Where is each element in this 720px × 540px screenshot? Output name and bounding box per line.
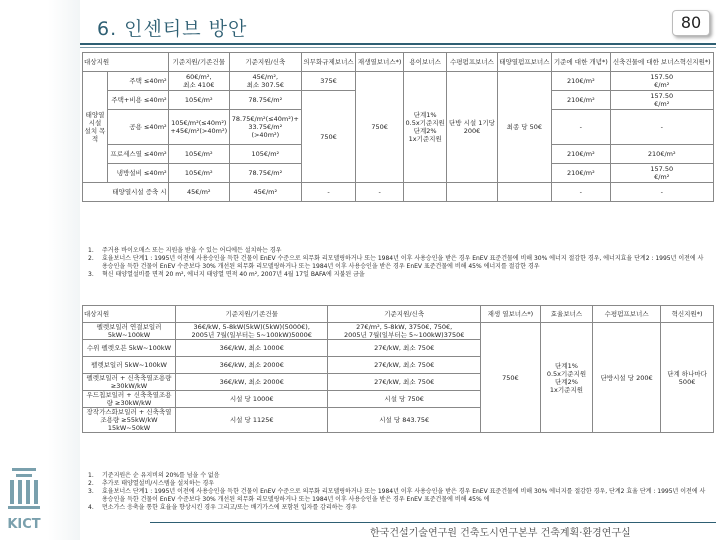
row-label: 프로세스열 ≤40m²	[108, 145, 169, 164]
table-cell: 시설 당 1125€	[176, 408, 328, 433]
row-label: 주택+비용 ≤40m²	[108, 91, 169, 110]
biomass-subsidy-table	[82, 305, 714, 433]
table-cell: 60€/m², 최소 410€	[168, 72, 229, 91]
header-cell: 기준에 대한 개념*)	[552, 53, 610, 72]
table-cell: -	[301, 183, 356, 202]
table-cell	[403, 183, 446, 202]
table-cell: 45€/m²	[229, 183, 301, 202]
group-label: 태양열 시설 설치 목적	[83, 72, 108, 183]
header-cell: 재생열보너스*)	[356, 53, 404, 72]
table-cell: 78.75€/m²(≤40m²)+ 33.75€/m² (>40m²)	[229, 110, 301, 145]
table-cell: -	[552, 110, 610, 145]
row-label: 태양열시설 증축 시	[83, 183, 169, 202]
header-rule	[80, 43, 716, 45]
table-cell: 단계1% 0.5x기준지원 단계2% 1x기준지원	[540, 323, 592, 433]
table-header-row	[83, 306, 714, 323]
row-label: 공용 ≤40m²	[108, 110, 169, 145]
table-cell: 157.50 €/m²	[610, 72, 714, 91]
header-cell: 기준지원/기존건물	[176, 306, 328, 323]
table-cell: 105€/m²	[168, 164, 229, 183]
note-item: 2. 효율보너스 단계1 : 1995년 이전에 사용승인을 득한 건물이 EnEV 수준으로 의무화 리모델링하거나 또는 1984년 이후 사용승인을 받은 경우 EnEV 표준건물에 비해 30% 에너지 절감한 경우, 에너지효율 단계2 : 1995년 이전에 사용승인을 득한 건물이 EnEV 수준보다 30% 개선된 의무화 리모델링하거나 또는 1984년 이후 사용승인을 받은 경우 EnEV 표준건물에 비해 45% 에너지를 절감한 경우	[88, 255, 704, 270]
table-cell: 157.50 €/m²	[610, 91, 714, 110]
table-cell: 105€/m²	[229, 145, 301, 164]
row-label: 수위 펠렛오븐 5kW~100kW	[83, 340, 176, 357]
header-cell: 수평펌프보너스	[447, 53, 497, 72]
table-cell: -	[552, 183, 610, 202]
table-cell: 단계1% 0.5x기준지원 단계2% 1x기준지원	[403, 72, 446, 183]
header-cell: 신축건물에 대한 보너스혁신지원*)	[610, 53, 714, 72]
header-cell: 기준지원/기존건물	[168, 53, 229, 72]
header-rule-thin	[80, 47, 716, 48]
table-cell: 27€/kW, 최소 750€	[328, 340, 480, 357]
kict-logo	[4, 462, 44, 534]
header-cell: 의무화규제보너스	[301, 53, 356, 72]
sidebar-decoration	[0, 0, 80, 540]
table-cell: 45€/m²	[168, 183, 229, 202]
table-row	[83, 72, 714, 91]
header-cell: 대상지원	[83, 306, 176, 323]
table-cell	[497, 183, 552, 202]
solar-subsidy-table	[82, 52, 714, 202]
table-cell: 27€/m², 5-8kW, 3750€, 750€, 2005년 7월(일부터는 5~100kW)3750€	[328, 323, 480, 340]
table-cell: 시설 당 843.75€	[328, 408, 480, 433]
table-cell: 105€/m²(≤40m²) +45€/m²(>40m²)	[168, 110, 229, 145]
table-cell: 단방 시설 1기당 200€	[447, 72, 497, 183]
table-cell	[447, 183, 497, 202]
footer-text: 한국건설기술연구원 건축도시연구본부 건축계획·환경연구실	[370, 528, 631, 539]
table-cell: 36€/kW, 최소 1000€	[176, 340, 328, 357]
table-cell: 105€/m²	[168, 145, 229, 164]
table-cell: 210€/m²	[552, 72, 610, 91]
table-cell: 27€/kW, 최소 750€	[328, 374, 480, 391]
table-cell: 750€	[356, 72, 404, 183]
table-cell: 210€/m²	[610, 145, 714, 164]
table-cell: 45€/m², 최소 307.5€	[229, 72, 301, 91]
table-cell: 단계 하나마다 500€	[661, 323, 714, 433]
row-label: 펠렛보일러 5kW~100kW	[83, 357, 176, 374]
table-cell: 78.75€/m²	[229, 164, 301, 183]
table-cell: 210€/m²	[552, 164, 610, 183]
header-cell: 효율보너스	[540, 306, 592, 323]
table-header-row	[83, 53, 714, 72]
logo-text: KICT	[7, 517, 41, 532]
header-cell: 재생 열보너스*)	[480, 306, 540, 323]
table-cell: 105€/m²	[168, 91, 229, 110]
table-cell: 시설 당 750€	[328, 391, 480, 408]
table-cell: 27€/kW, 최소 750€	[328, 357, 480, 374]
note-item: 3. 혁신 태양열설비를 면적 20 m², 에너지 태양열 면적 40 m², 2007년 4월 17일 BAFA에 지불된 금을	[88, 271, 365, 278]
table-cell: 단방시설 당 200€	[593, 323, 661, 433]
table-cell: 750€	[301, 91, 356, 183]
table-cell: 210€/m²	[552, 91, 610, 110]
header-cell: 기준지원/신축	[229, 53, 301, 72]
footer-rule	[150, 522, 716, 523]
table-cell: 36€/kW, 최소 2000€	[176, 374, 328, 391]
header-cell: 대상지원	[83, 53, 169, 72]
note-item: 2. 추가로 태양열설비/시스템을 설치하는 경우	[88, 480, 215, 487]
notes-list-1	[88, 247, 708, 279]
table-cell: 시설 당 1000€	[176, 391, 328, 408]
notes-list-2	[88, 472, 708, 512]
table-cell: -	[356, 183, 404, 202]
page-number: 80	[672, 10, 710, 36]
header-cell: 용이보너스	[403, 53, 446, 72]
page-title: 6. 인센티브 방안	[97, 18, 248, 40]
table-cell: 210€/m²	[552, 145, 610, 164]
row-label: 펠렛보일러 연결보일러 5kW~100kW	[83, 323, 176, 340]
note-item: 1. 주거용 바이오매스 또는 지원을 받을 수 있는 어디에든 설치하는 경우	[88, 247, 282, 254]
header-cell: 기준지원/신축	[328, 306, 480, 323]
table-cell: -	[610, 110, 714, 145]
row-label: 펠렛보일러 + 신축축열조용량 ≥30kW/kW	[83, 374, 176, 391]
row-label: 냉방설비 ≤40m²	[108, 164, 169, 183]
table-cell: 750€	[480, 323, 540, 433]
note-item: 4. 먼소가스 응축을 통한 효율을 향상시킨 경우 그리고/또는 배기가스에 포함된 입자를 감리하는 경우	[88, 504, 357, 511]
note-item: 1. 기준지원은 순 유지비의 20%를 넘을 수 없음	[88, 472, 220, 479]
header-cell: 혁신지원*)	[661, 306, 714, 323]
table-row	[83, 323, 714, 340]
table-cell: 157.50 €/m²	[610, 164, 714, 183]
header-cell: 수평펌프보너스	[593, 306, 661, 323]
table-row	[83, 183, 714, 202]
table-cell: 375€	[301, 72, 356, 91]
table-cell: 78.75€/m²	[229, 91, 301, 110]
table-cell: 최종 당 50€	[497, 72, 552, 183]
table-cell: -	[610, 183, 714, 202]
row-label: 우드칩보일러 + 신축축열조용량 ≥30kW/kW	[83, 391, 176, 408]
table-cell: 36€/kW, 최소 2000€	[176, 357, 328, 374]
row-label: 주택 ≤40m²	[108, 72, 169, 91]
header-cell: 태양열펌프보너스	[497, 53, 552, 72]
table-cell: 36€/kW, 5-8kW(5kW)(5kW)(5000€), 2005년 7월(일부터는 5~100kW)5000€	[176, 323, 328, 340]
row-label: 장작가스화보일러 + 신축축열조용량 ≥55kW/kW 15kW~50kW	[83, 408, 176, 433]
note-item: 3. 효율보너스 단계1 : 1995년 이전에 사용승인을 득한 건물이 EnEV 수준으로 의무화 리모델링하거나 또는 1984년 이후 사용승인을 받은 경우 EnEV 표준건물에 비해 30% 에너지를 절감한 경우, 단계2 효율 단계 : 1995년 이전에 사용승인을 득한 건물이 EnEV 수준보다 30% 개선된 의무화 리모델링하거나 또는 1984년 이후 사용승인을 받은 경우 EnEV 표준건물에 비해 45% 에	[88, 488, 706, 503]
